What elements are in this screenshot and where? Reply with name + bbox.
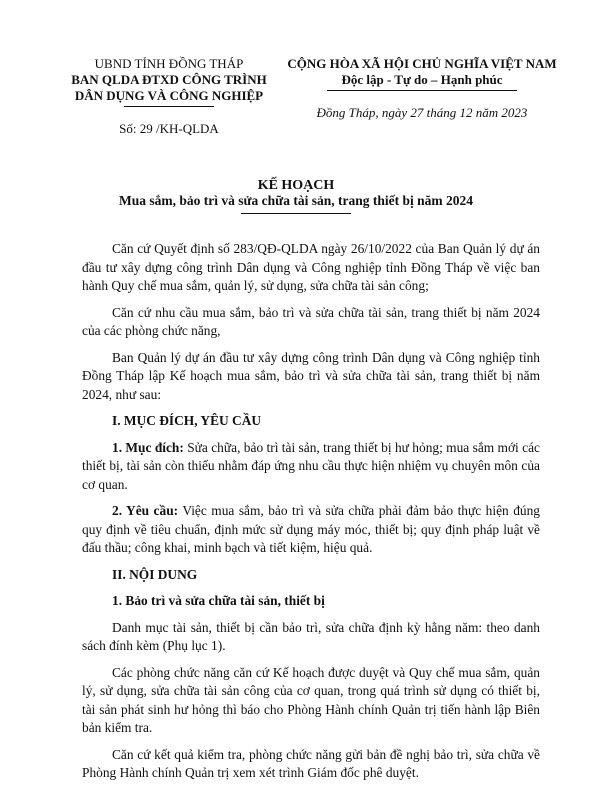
basis-paragraph-2: Căn cứ nhu cầu mua sắm, bảo trì và sửa chữa tài sản, trang thiết bị năm 2024 của các phòng chức năng, <box>82 304 540 338</box>
agency-name-line1: BAN QLDA ĐTXD CÔNG TRÌNH <box>71 72 267 87</box>
document-title: KẾ HOẠCH <box>257 178 335 193</box>
content-paragraph-3: Căn cứ kết quả kiểm tra, phòng chức năng gửi bản đề nghị bảo trì, sửa chữa về Phòng Hành chính Quản trị xem xét trình Giám đốc phê duyệt. <box>82 746 540 780</box>
subtitle-underline <box>241 213 351 214</box>
document-subtitle-block <box>0 193 592 214</box>
content-paragraph-2: Các phòng chức năng căn cứ Kế hoạch được duyệt và Quy chế mua sắm, quản lý, sử dụng, sửa chữa tài sản công của cơ quan, trong quá trình sử dụng có thiết bị, tài sản phát sinh hư hỏng thì báo cho Phòng Hành chính Quản trị tiến hành lập Biên bản kiểm tra. <box>82 664 540 735</box>
document-number: Số: 29 /KH-QLDA <box>119 121 219 136</box>
requirement-paragraph <box>82 502 540 558</box>
motto-underline <box>327 90 517 91</box>
agency-underline <box>124 106 214 107</box>
section-heading-2: II. NỘI DUNG <box>112 566 198 582</box>
agency-name-line2: DÂN DỤNG VÀ CÔNG NGHIỆP <box>74 88 264 103</box>
subsection-heading-1: 1. Bảo trì và sửa chữa tài sản, thiết bị <box>112 593 325 608</box>
basis-paragraph-1: Căn cứ Quyết định số 283/QĐ-QLDA ngày 26/10/2022 của Ban Quản lý dự án đầu tư xây dựng công trình Dân dụng và Công nghiệp tỉnh Đồng Tháp về việc ban hành Quy chế mua sắm, quản lý, sử dụng, sửa chữa tài sản công; <box>82 241 540 293</box>
purpose-paragraph <box>82 439 540 495</box>
section-heading-1: I. MỤC ĐÍCH, YÊU CẦU <box>112 413 262 428</box>
parent-agency: UBND TỈNH ĐỒNG THÁP <box>94 56 244 71</box>
purpose-text: Sửa chữa, bảo trì tài sản, trang thiết bị hư hỏng; mua sắm mới các thiết bị, tài sản còn thiếu nhằm đáp ứng nhu cầu thực hiện nhiệm vụ chuyên môn của cơ quan. <box>82 439 540 492</box>
national-header-block <box>282 56 562 121</box>
purpose-label: 1. Mục đích: <box>112 439 184 455</box>
intro-paragraph: Ban Quản lý dự án đầu tư xây dựng công trình Dân dụng và Công nghiệp tỉnh Đồng Tháp lập Kế hoạch mua sắm, bảo trì và sửa chữa tài sản, trang thiết bị năm 2024, như sau: <box>82 349 540 402</box>
issuing-agency-block <box>64 56 274 137</box>
document-subtitle: Mua sắm, bảo trì và sửa chữa tài sản, trang thiết bị năm 2024 <box>118 193 474 208</box>
document-body <box>82 240 540 791</box>
content-paragraph-1: Danh mục tài sản, thiết bị cần bảo trì, sửa chữa định kỳ hằng năm: theo danh sách đính kèm (Phụ lục 1). <box>82 619 540 653</box>
requirement-label: 2. Yêu cầu: <box>112 503 179 518</box>
place-date: Đồng Tháp, ngày 27 tháng 12 năm 2023 <box>316 105 528 120</box>
nation-title: CỘNG HÒA XÃ HỘI CHỦ NGHĨA VIỆT NAM <box>287 56 557 71</box>
national-motto: Độc lập - Tự do – Hạnh phúc <box>341 72 503 87</box>
requirement-text: Việc mua sắm, bảo trì và sửa chữa phải đảm bảo thực hiện đúng quy định về tiêu chuẩn, định mức sử dụng máy móc, thiết bị; quy định pháp luật về đấu thầu; công khai, minh bạch và tiết kiệm, hiệu quả. <box>82 503 540 555</box>
